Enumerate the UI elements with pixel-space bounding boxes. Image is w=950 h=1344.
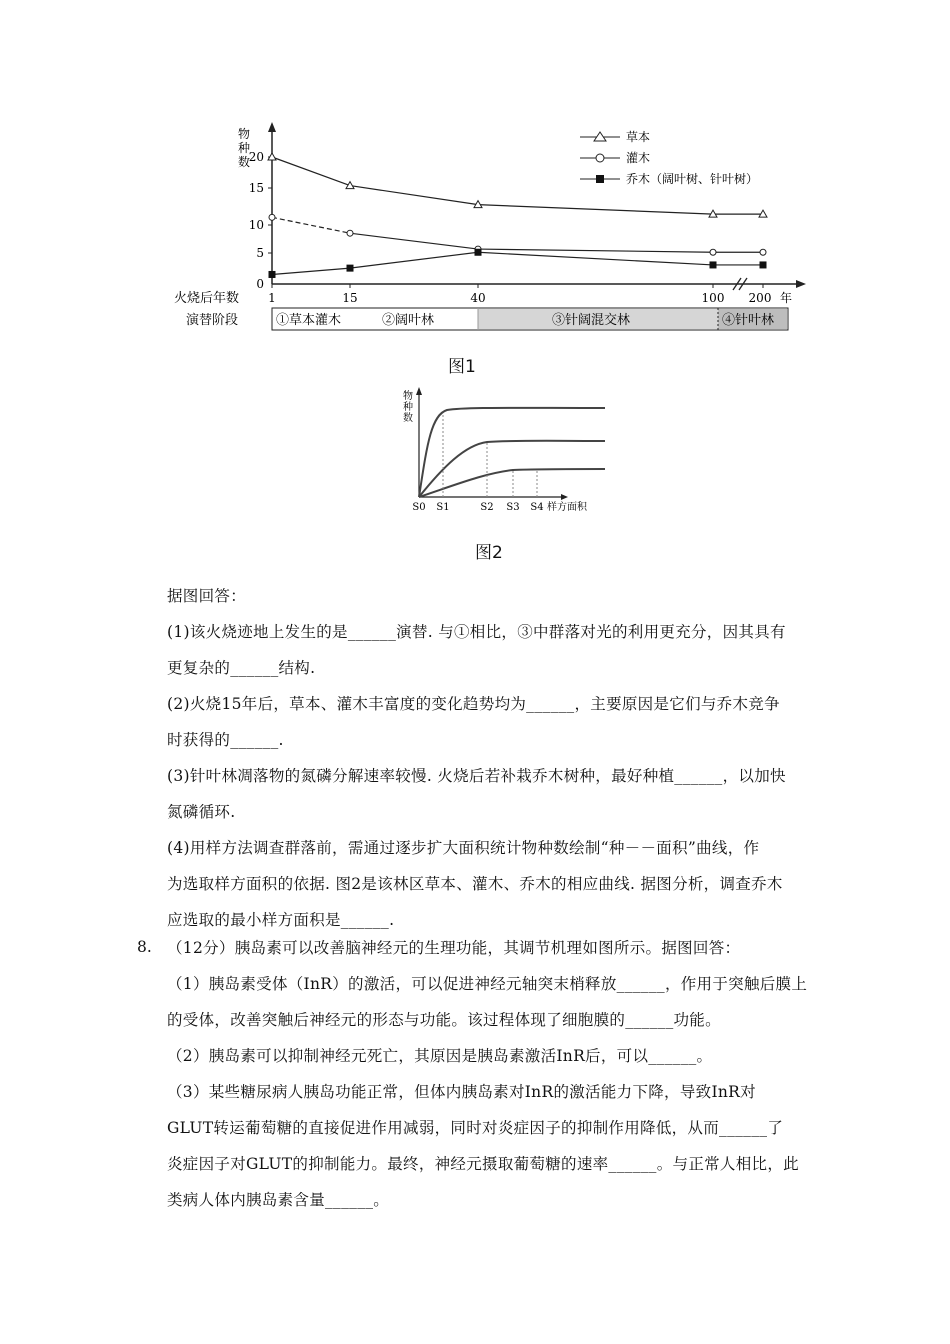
q8-number: 8.	[137, 938, 152, 956]
y-tick-label: 5	[256, 246, 264, 260]
series-line-segment	[350, 186, 478, 205]
q7-line: (2)火烧15年后，草本、灌木丰富度的变化趋势均为______，主要原因是它们与乔木竞争	[167, 695, 780, 713]
stage-label: ③针阔混交林	[552, 313, 631, 328]
series-line-segment	[272, 268, 350, 274]
figure2-chart	[395, 385, 615, 520]
x-tick-label: S1	[436, 502, 450, 513]
figure1-chart	[160, 120, 810, 360]
q7-line: 更复杂的______结构.	[167, 659, 316, 677]
data-point	[347, 230, 353, 236]
stage-label: ①草本灌木	[276, 313, 342, 328]
y-axis-label: 物种数	[403, 391, 413, 424]
q7-line: (1)该火烧迹地上发生的是______演替. 与①相比，③中群落对光的利用更充分，因其具有	[167, 623, 786, 641]
figure2-caption: 图2	[475, 543, 503, 563]
x-axis-label: 样方面积	[547, 502, 587, 513]
q8-line: （1）胰岛素受体（InR）的激活，可以促进神经元轴突末梢释放______，作用于突触后膜上	[167, 975, 808, 993]
x-tick-label: 1	[268, 291, 276, 305]
q8-text	[167, 930, 807, 1218]
stage-label: ④针叶林	[722, 313, 775, 328]
q8-line: GLUT转运葡萄糖的直接促进作用减弱，同时对炎症因子的抑制作用降低，从而______了	[167, 1119, 784, 1137]
x-tick-label: S0	[412, 502, 426, 513]
curve-upper	[419, 408, 605, 497]
q7-line: (3)针叶林凋落物的氮磷分解速率较慢. 火烧后若补栽乔木树种，最好种植______，以加快	[167, 767, 786, 785]
legend-label: 草本	[626, 130, 651, 144]
y-axis-label: 物种数	[238, 127, 251, 169]
legend-label: 乔木（阔叶树、针叶树）	[626, 172, 759, 186]
q8-line: 类病人体内胰岛素含量______。	[167, 1191, 390, 1209]
y-tick-label: 15	[248, 181, 264, 195]
q7-line: (4)用样方法调查群落前，需通过逐步扩大面积统计物种数绘制“种－－面积”曲线，作	[167, 839, 760, 857]
data-point	[269, 271, 276, 278]
series-line-segment	[478, 205, 713, 215]
data-point	[269, 214, 275, 220]
y-tick-label: 0	[256, 277, 264, 291]
q8-line: 的受体，改善突触后神经元的形态与功能。该过程体现了细胞膜的______功能。	[167, 1011, 721, 1029]
x-tick-label: S3	[506, 502, 520, 513]
q7-text	[167, 578, 807, 938]
curve-lower	[419, 469, 605, 497]
x-tick-label: 40	[470, 291, 486, 305]
series-line-segment	[272, 217, 350, 233]
series-line-segment	[272, 157, 350, 186]
q7-line: 氮磷循环.	[167, 803, 236, 821]
data-point	[710, 249, 716, 255]
legend	[580, 129, 758, 186]
series-line-segment	[350, 252, 478, 268]
q7-line: 时获得的______.	[167, 731, 284, 749]
q8-line: （3）某些糖尿病人胰岛功能正常，但体内胰岛素对InR的激活能力下降，导致InR对	[167, 1083, 756, 1101]
x-tick-label: 100	[701, 291, 725, 305]
q7-line: 为选取样方面积的依据. 图2是该林区草本、灌木、乔木的相应曲线. 据图分析，调查乔木	[167, 875, 783, 893]
stage-row-label: 演替阶段	[186, 313, 239, 328]
x-tick-label: 200	[748, 291, 772, 305]
x-row-label: 火烧后年数	[174, 291, 240, 306]
y-tick-label: 20	[248, 150, 264, 164]
data-point	[347, 265, 354, 272]
data-point	[760, 249, 766, 255]
q7-line: 应选取的最小样方面积是______.	[167, 911, 395, 929]
q8-line: （12分）胰岛素可以改善脑神经元的生理功能，其调节机理如图所示。据图回答：	[167, 939, 741, 957]
series-line-segment	[350, 233, 478, 249]
x-tick-label: S4	[530, 502, 544, 513]
stage-label: ②阔叶林	[382, 313, 435, 328]
figure1-caption: 图1	[448, 357, 476, 377]
data-point	[475, 249, 482, 256]
q8-line: 炎症因子对GLUT的抑制能力。最终，神经元摄取葡萄糖的速率______。与正常人相比，此	[167, 1155, 799, 1173]
x-tick-label: S2	[480, 502, 494, 513]
data-point	[760, 261, 767, 268]
series-line-segment	[478, 252, 713, 265]
y-tick-label: 10	[248, 218, 264, 232]
x-tick-label: 15	[342, 291, 358, 305]
q8-line: （2）胰岛素可以抑制神经元死亡，其原因是胰岛素激活InR后，可以______。	[167, 1047, 713, 1065]
q7-intro: 据图回答：	[167, 587, 247, 605]
x-unit: 年	[780, 291, 793, 305]
data-point	[710, 261, 717, 268]
legend-label: 灌木	[626, 151, 651, 165]
series-line-segment	[478, 249, 713, 252]
